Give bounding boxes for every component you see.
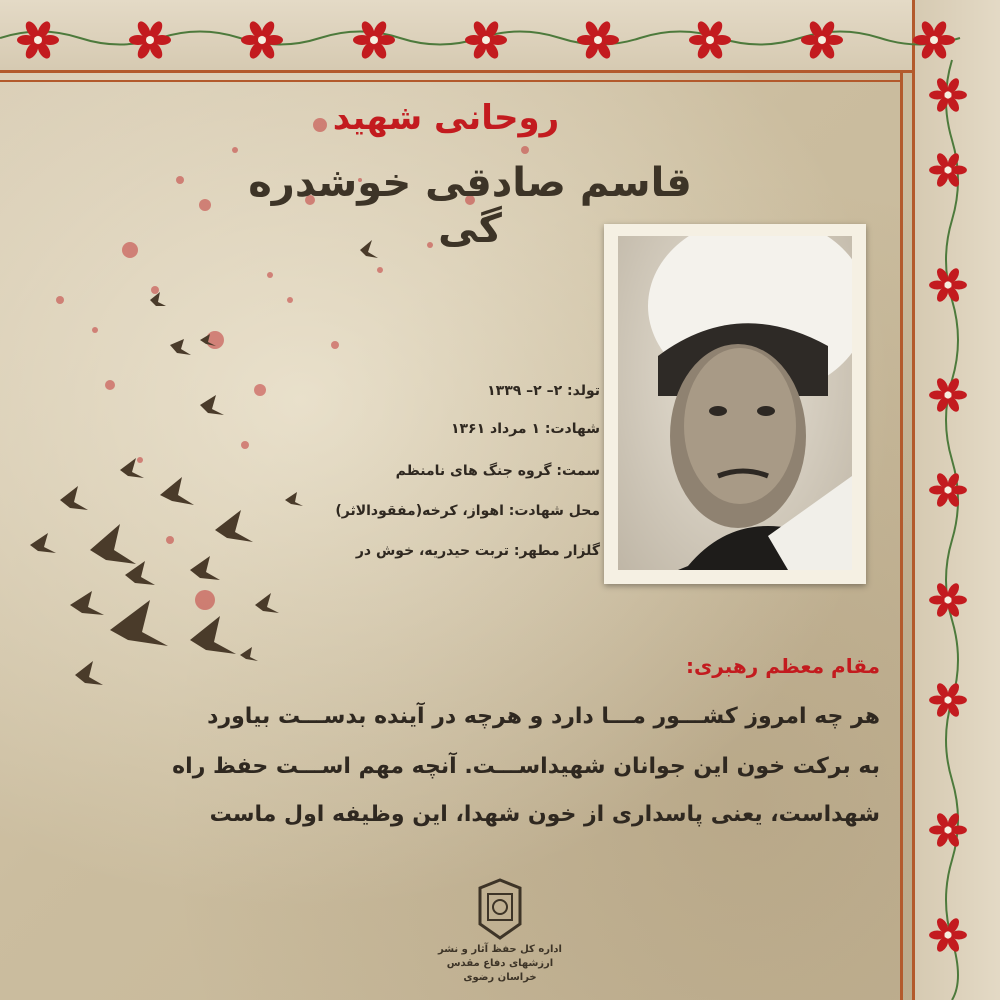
red-flower-icon bbox=[801, 19, 843, 60]
quote-line: هر چه امروز کشـــور مـــا دارد و هرچه در آینده بدســـت بیاورد bbox=[207, 704, 880, 729]
org-line: اداره کل حفظ آثار و نشر bbox=[438, 944, 562, 955]
portrait-photo bbox=[618, 236, 852, 570]
red-flower-icon bbox=[929, 376, 967, 413]
org-line: خراسان رضوی bbox=[463, 972, 537, 983]
info-place: محل شهادت: اهواز، کرخه(مفقودالاثر) bbox=[335, 503, 600, 519]
red-flower-icon bbox=[929, 151, 967, 188]
info-martyrdom: شهادت: ۱ مرداد ۱۳۶۱ bbox=[450, 421, 600, 437]
quote-line: شهداست، یعنی پاسداری از خون شهدا، این وظیفه اول ماست bbox=[209, 802, 880, 827]
red-flower-icon bbox=[353, 19, 395, 60]
title-prefix: روحانی شهید bbox=[332, 98, 560, 138]
info-birth: تولد: ۲– ۲– ۱۳۳۹ bbox=[487, 383, 600, 399]
red-flower-icon bbox=[241, 19, 283, 60]
martyr-name: قاسم صادقی خوشدره گی bbox=[248, 160, 692, 252]
quote-heading: مقام معظم رهبری: bbox=[685, 654, 880, 678]
red-flower-icon bbox=[689, 19, 731, 60]
org-line: ارزشهای دفاع مقدس bbox=[446, 958, 554, 969]
red-flower-icon bbox=[577, 19, 619, 60]
red-flower-icon bbox=[913, 19, 955, 60]
red-flower-icon bbox=[929, 471, 967, 508]
red-flower-icon bbox=[465, 19, 507, 60]
info-burial: گلزار مطهر: تربت حیدریه، خوش در bbox=[355, 543, 600, 559]
quote-line: به برکت خون این جوانان شهیداســـت. آنچه مهم اســـت حفظ راه bbox=[172, 754, 880, 779]
red-flower-icon bbox=[929, 811, 967, 848]
red-flower-icon bbox=[129, 19, 171, 60]
red-flower-icon bbox=[929, 266, 967, 303]
info-position: سمت: گروه جنگ های نامنظم bbox=[395, 463, 600, 479]
portrait-illustration bbox=[618, 236, 852, 570]
organization-emblem-icon bbox=[474, 878, 526, 940]
red-flower-icon bbox=[17, 19, 59, 60]
red-flower-icon bbox=[929, 581, 967, 618]
